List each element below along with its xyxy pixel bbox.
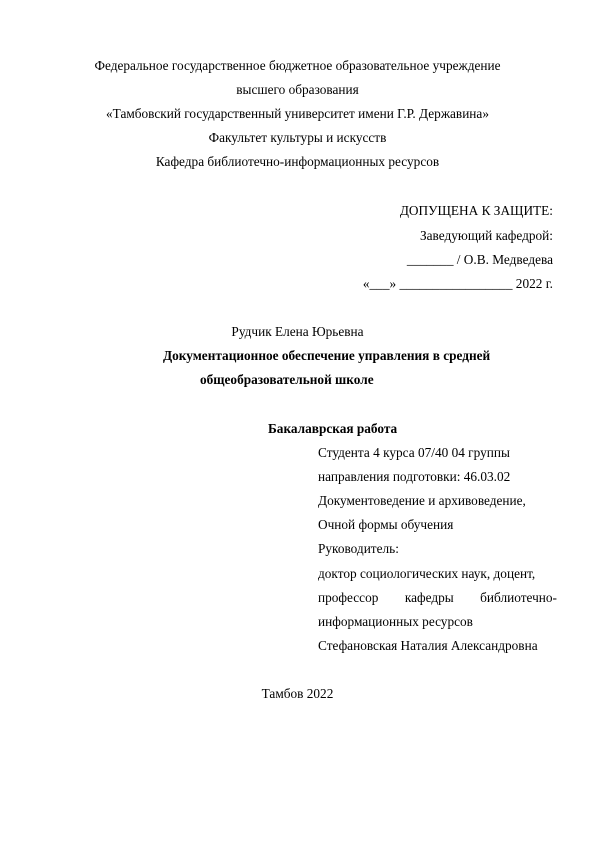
student-direction: направления подготовки: 46.03.02: [318, 469, 511, 484]
supervisor-label: Руководитель:: [318, 541, 399, 556]
institution-type: Федеральное государственное бюджетное образовательное учреждение: [94, 58, 501, 73]
university-name: «Тамбовский государственный университет имени Г.Р. Державина»: [106, 106, 489, 121]
approval-role: Заведующий кафедрой:: [419, 228, 553, 243]
approval-date: «___» _________________ 2022 г.: [362, 276, 553, 291]
faculty-name: Факультет культуры и искусств: [208, 130, 387, 145]
student-course-group: Студента 4 курса 07/40 04 группы: [318, 445, 510, 460]
supervisor-position-word-3: библиотечно-: [480, 590, 557, 605]
department-name: Кафедра библиотечно-информационных ресурсов: [155, 154, 440, 169]
supervisor-position-word-1: профессор: [318, 590, 379, 605]
work-title-line-1: Документационное обеспечение управления в средней: [163, 348, 491, 363]
supervisor-name: Стефановская Наталия Александровна: [318, 638, 538, 653]
city-year: Тамбов 2022: [261, 686, 334, 701]
work-type: Бакалаврская работа: [268, 421, 398, 436]
approval-title: ДОПУЩЕНА К ЗАЩИТЕ:: [399, 203, 553, 218]
work-title-line-2: общеобразовательной школе: [200, 372, 374, 387]
author-name: Рудчик Елена Юрьевна: [231, 324, 364, 339]
study-form: Очной формы обучения: [318, 517, 454, 532]
supervisor-department: информационных ресурсов: [318, 614, 473, 629]
education-level: высшего образования: [236, 82, 359, 97]
approval-signature: _______ / О.В. Медведева: [406, 252, 553, 267]
supervisor-degree: доктор социологических наук, доцент,: [318, 566, 536, 581]
supervisor-position: [318, 590, 557, 606]
supervisor-position-word-2: кафедры: [404, 590, 454, 605]
student-specialty: Документоведение и архивоведение,: [318, 493, 526, 508]
